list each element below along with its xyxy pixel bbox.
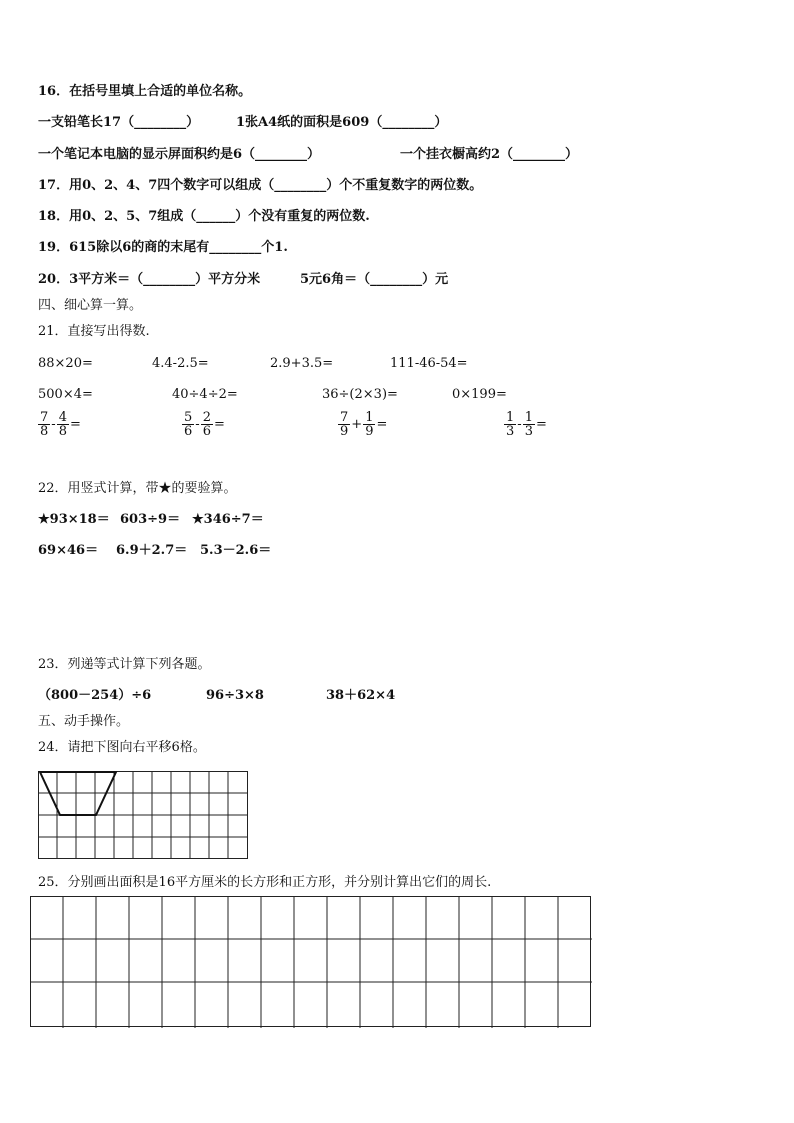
q16-pencil: 一支铅笔长17（________）: [38, 115, 200, 130]
denominator: 8: [40, 424, 49, 439]
q22-row1-item3: ★346÷7＝: [192, 512, 264, 527]
denominator: 8: [58, 424, 67, 439]
section-5-heading: 五、动手操作。: [38, 714, 130, 729]
numerator: 7: [340, 410, 349, 425]
denominator: 9: [340, 424, 349, 439]
q25-title: 25．分别画出面积是16平方厘米的长方形和正方形，并分别计算出它们的周长.: [38, 875, 492, 890]
q21-row1-item1: 88×20=: [38, 356, 93, 371]
numerator: 2: [202, 410, 211, 425]
q18: 18．用0、2、5、7组成（______）个没有重复的两位数.: [38, 209, 370, 224]
q16-title: 16．在括号里填上合适的单位名称。: [38, 84, 252, 99]
numerator: 1: [365, 410, 374, 425]
q23-item2: 96÷3×8: [206, 688, 264, 703]
numerator: 1: [506, 410, 515, 425]
q22-row1-item2: 603÷9＝: [120, 512, 181, 527]
denominator: 9: [365, 424, 374, 439]
q24-translation-grid: [38, 771, 248, 859]
q20-money: 5元6角＝（________）元: [300, 272, 449, 287]
q25-drawing-grid: [30, 896, 592, 1028]
equals: =: [535, 417, 547, 432]
numerator: 7: [40, 410, 49, 425]
numerator: 5: [184, 410, 193, 425]
operator: -: [195, 417, 200, 432]
q16-wardrobe: 一个挂衣橱高约2（________）: [400, 147, 579, 162]
q21-row1-item2: 4.4-2.5=: [152, 356, 209, 371]
equals: =: [213, 417, 225, 432]
operator: -: [517, 417, 522, 432]
q24-title: 24．请把下图向右平移6格。: [38, 740, 206, 755]
equals: =: [376, 417, 388, 432]
q20-area: 20．3平方米＝（________）平方分米: [38, 272, 261, 287]
q21-row2-item1: 500×4=: [38, 387, 93, 402]
operator: +: [351, 417, 363, 432]
q17: 17．用0、2、4、7四个数字可以组成（________）个不重复数字的两位数。: [38, 178, 483, 193]
q21-fraction-expression-4: [504, 411, 548, 438]
q21-row2-item3: 36÷(2×3)=: [322, 387, 398, 402]
q22-row2-item1: 69×46＝: [38, 543, 99, 558]
q21-row2-item2: 40÷4÷2=: [172, 387, 238, 402]
q23-item1: （800－254）÷6: [38, 688, 152, 703]
denominator: 6: [202, 424, 211, 439]
denominator: 3: [524, 424, 533, 439]
q22-row1-item1: ★93×18＝: [38, 512, 110, 527]
numerator: 4: [58, 410, 67, 425]
q21-fraction-expression-3: [338, 411, 388, 438]
q21-row1-item4: 111-46-54=: [390, 356, 468, 371]
denominator: 3: [506, 424, 515, 439]
q16-a4-paper: 1张A4纸的面积是609（________）: [236, 115, 448, 130]
q21-fraction-expression-1: [38, 411, 82, 438]
q19: 19．615除以6的商的末尾有________个1.: [38, 240, 288, 255]
q16-laptop-screen: 一个笔记本电脑的显示屏面积约是6（________）: [38, 147, 321, 162]
numerator: 1: [524, 410, 533, 425]
section-4-heading: 四、细心算一算。: [38, 298, 143, 313]
q23-item3: 38＋62×4: [326, 688, 396, 703]
operator: -: [51, 417, 56, 432]
denominator: 6: [184, 424, 193, 439]
q21-row2-item4: 0×199=: [452, 387, 507, 402]
q22-row2-item3: 5.3－2.6＝: [200, 543, 272, 558]
q21-title: 21．直接写出得数.: [38, 324, 150, 339]
q21-row1-item3: 2.9+3.5=: [270, 356, 334, 371]
q23-title: 23．列递等式计算下列各题。: [38, 657, 211, 672]
equals: =: [69, 417, 81, 432]
q21-fraction-expression-2: [182, 411, 226, 438]
q22-title: 22．用竖式计算，带★的要验算。: [38, 481, 237, 496]
q22-row2-item2: 6.9＋2.7＝: [116, 543, 188, 558]
